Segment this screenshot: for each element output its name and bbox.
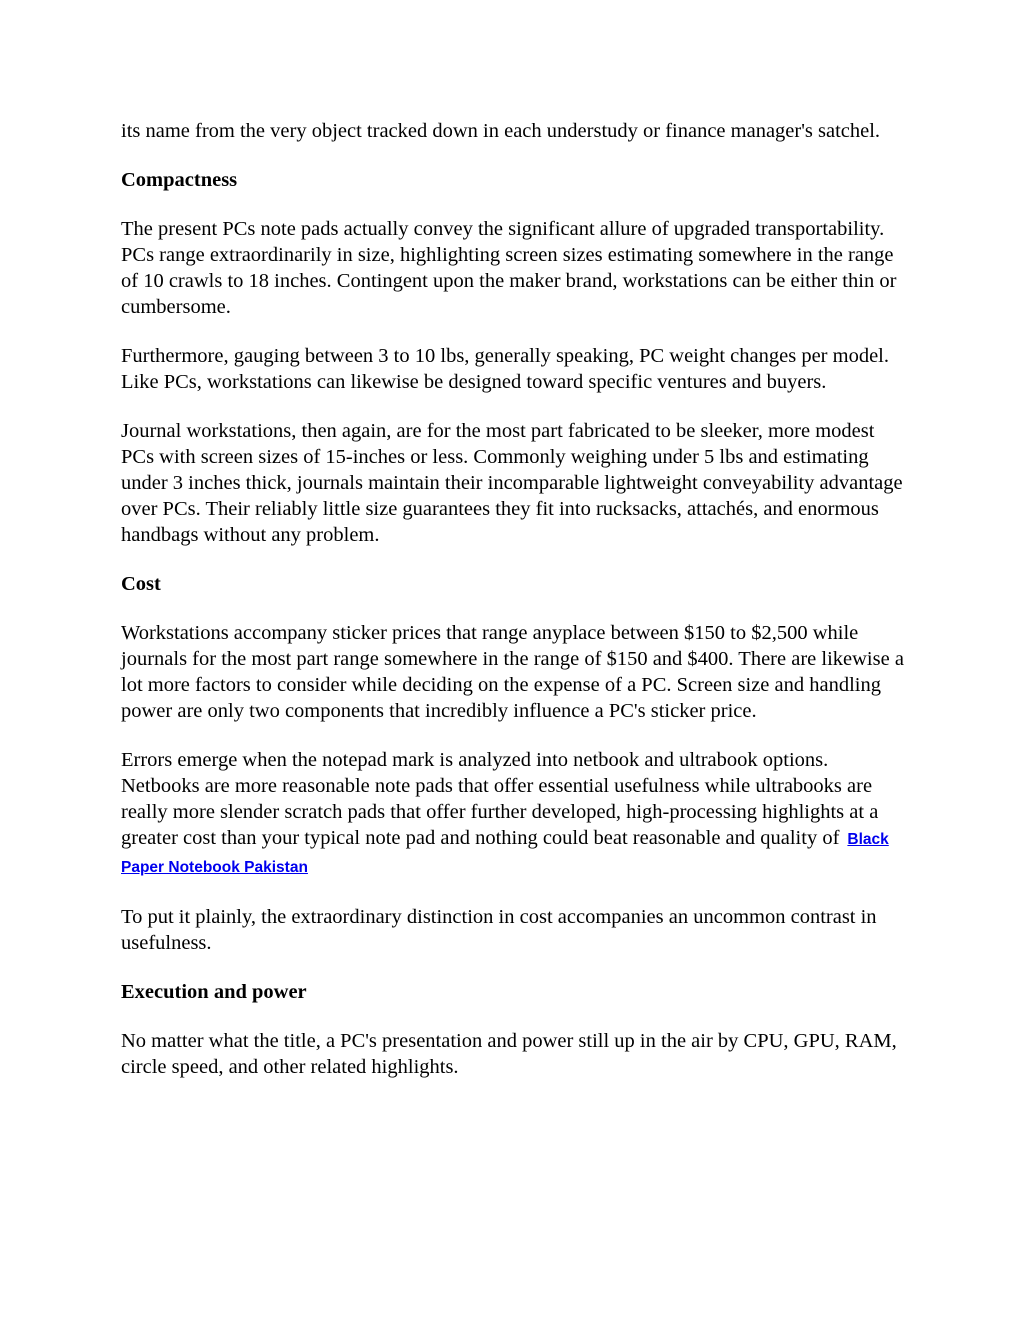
cost-paragraph-1: Workstations accompany sticker prices that range anyplace between $150 to $2,500 while journals for the most part range somewhere in the range of $150 and $400. There are likewise a lot more factors to consider while deciding on the expense of a PC. Screen size and handling power are only two components that incredibly influence a PC's sticker price. — [121, 622, 904, 722]
cost-paragraph-2 — [121, 747, 911, 881]
execution-paragraph-1: No matter what the title, a PC's presentation and power still up in the air by CPU, GPU, RAM, circle speed, and other related highlights. — [121, 1030, 897, 1078]
compactness-paragraph-1: The present PCs note pads actually convey the significant allure of upgraded transportability. PCs range extraordinarily in size, highlighting screen sizes estimating somewhere in the range of 10 crawls to 18 inches. Contingent upon the maker brand, workstations can be either thin or cumbersome. — [121, 218, 897, 318]
cost-paragraph-2-text: Errors emerge when the notepad mark is analyzed into netbook and ultrabook options. Netbooks are more reasonable note pads that offer essential usefulness while ultrabooks are really more slender scratch pads that offer further developed, high-processing highlights at a greater cost than your typical note pad and nothing could beat reasonable and quality of — [121, 749, 879, 849]
black-paper-notebook-link[interactable]: Black Paper Notebook Pakistan — [121, 831, 889, 876]
heading-execution: Execution and power — [121, 981, 307, 1003]
heading-cost: Cost — [121, 573, 161, 595]
document-body — [121, 118, 911, 1103]
cost-paragraph-3: To put it plainly, the extraordinary distinction in cost accompanies an uncommon contrast in usefulness. — [121, 906, 877, 954]
compactness-paragraph-3: Journal workstations, then again, are for the most part fabricated to be sleeker, more modest PCs with screen sizes of 15-inches or less. Commonly weighing under 5 lbs and estimating under 3 inches thick, journals maintain their incomparable lightweight conveyability advantage over PCs. Their reliably little size guarantees they fit into rucksacks, attachés, and enormous handbags without any problem. — [121, 420, 903, 546]
heading-compactness: Compactness — [121, 169, 238, 191]
compactness-paragraph-2: Furthermore, gauging between 3 to 10 lbs, generally speaking, PC weight changes per model. Like PCs, workstations can likewise be designed toward specific ventures and buyers. — [121, 345, 889, 393]
intro-paragraph: its name from the very object tracked down in each understudy or finance manager's satchel. — [121, 120, 881, 142]
